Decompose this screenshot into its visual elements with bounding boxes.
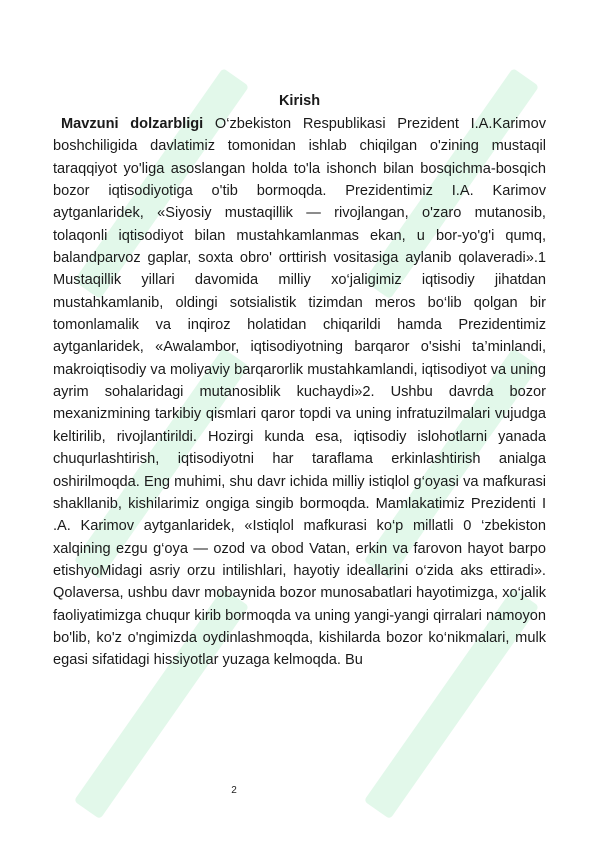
lead-phrase: Mavzuni dolzarbligi bbox=[61, 116, 204, 132]
body-paragraph bbox=[53, 113, 546, 672]
body-text: O‘zbekiston Respublikasi Prezident I.A.Karimov boshchiligida davlatimiz tomonidan ishlab chiqilgan o'zining mustaqil taraqqiyot yo'liga asoslangan holda to'la ishonch bilan bosqichma-bosqich bozor iqtisodiyotiga o'tib bormoqda. Prezidentimiz I.A. Karimov aytganlaridek, «Siyosiy mustaqillik — rivojlangan, o'zaro mutanosib, tolaqonli iqtisodiyot bilan mustahkamlanmas ekan, u bor-yo'g'i qumq, balandparvoz gaplar, soxta obro' orttirish vositasiga aylanib qolaveradi».1 Mustaqillik yillari davomida milliy xo‘jaligimiz iqtisodiy jihatdan mustahkamlanib, oldingi sotsialistik tizimdan meros bo‘lib qolgan bir tomonlamalik va inqiroz holatidan chiqarildi hamda Prezidentimiz aytganlaridek, «Awalambor, iqtisodiyotning barqaror o'sishi ta’minlandi, makroiqtisodiy va moliyaviy barqarorlik mustahkamlandi, iqtisodiyot va uning ayrim sohalaridagi mutanosiblik kuchaydi»2. Ushbu davrda bozor mexanizmining tarkibiy qismlari qaror topdi va uning infratuzilmalari vujudga keltirilib, rivojlantirildi. Hozirgi kunda esa, iqtisodiy islohotlarni yanada chuqurlashtirish, iqtisodiyotni har taraflama erkinlashtirish anialga oshirilmoqda. Eng muhimi, shu davr ichida milliy istiqlol g‘oyasi va mafkurasi shakllanib, kishilarimiz ongiga singib bormoqda. Mamlakatimiz Prezidenti I .A. Karimov aytganlaridek, «Istiqlol mafkurasi ko‘p millatli 0 ‘zbekiston xalqining ezgu g‘oya — ozod va obod Vatan, erkin va farovon hayot barpo etishyoMidagi asriy orzu intilishlari, hayotiy ideallarini o‘zida aks ettiradi». Qolaversa, ushbu davr mobaynida bozor munosabatlari hayotimizga, xo‘jalik faoliyatimizga chuqur kirib bormoqda va uning yangi-yangi qirralari namoyon bo'lib, ko'z o'ngimizda oydinlashmoqda, kishilarda bozor ko‘nikmalari, mulk egasi sifatidagi hissiyotlar yuzaga kelmoqda. Bu bbox=[53, 116, 546, 669]
document-content bbox=[53, 90, 546, 672]
page-number: 2 bbox=[231, 785, 237, 796]
document-title: Kirish bbox=[278, 93, 321, 109]
